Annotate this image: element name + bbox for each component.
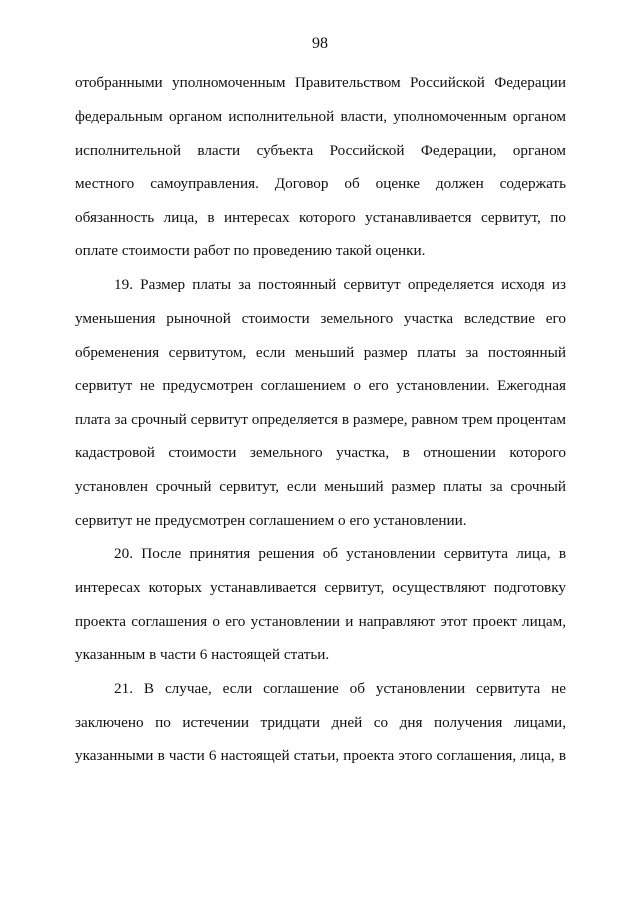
text-line: проекта соглашения о его установлении и направляют этот проект лицам, [75, 613, 566, 630]
text-line: обязанность лица, в интересах которого устанавливается сервитут, по [75, 209, 566, 226]
text-line: федеральным органом исполнительной власти, уполномоченным органом [75, 108, 566, 125]
text-line: указанным в части 6 настоящей статьи. [75, 646, 330, 663]
text-line: оплате стоимости работ по проведению такой оценки. [75, 242, 426, 259]
text-line: исполнительной власти субъекта Российской Федерации, органом [75, 142, 566, 159]
text-line: местного самоуправления. Договор об оценке должен содержать [75, 175, 566, 192]
paragraph-21-first-line: 21. В случае, если соглашение об установлении сервитута не [114, 680, 566, 697]
text-line: уменьшения рыночной стоимости земельного участка вследствие его [75, 310, 566, 327]
text-line: кадастровой стоимости земельного участка, в отношении которого [75, 444, 566, 461]
paragraph-19-first-line: 19. Размер платы за постоянный сервитут определяется исходя из [114, 276, 566, 293]
text-line: заключено по истечении тридцати дней со дня получения лицами, [75, 714, 566, 731]
text-line: сервитут не предусмотрен соглашением о его установлении. [75, 512, 467, 529]
text-line: сервитут не предусмотрен соглашением о его установлении. Ежегодная [75, 377, 566, 394]
text-line: обременения сервитутом, если меньший размер платы за постоянный [75, 344, 566, 361]
text-line: плата за срочный сервитут определяется в размере, равном трем процентам [75, 411, 566, 428]
page-number: 98 [312, 35, 328, 52]
text-line: указанными в части 6 настоящей статьи, проекта этого соглашения, лица, в [75, 747, 566, 764]
text-line: установлен срочный сервитут, если меньший размер платы за срочный [75, 478, 566, 495]
text-line: отобранными уполномоченным Правительством Российской Федерации [75, 74, 566, 91]
paragraph-20-first-line: 20. После принятия решения об установлении сервитута лица, в [114, 545, 566, 562]
text-line: интересах которых устанавливается сервитут, осуществляют подготовку [75, 579, 566, 596]
